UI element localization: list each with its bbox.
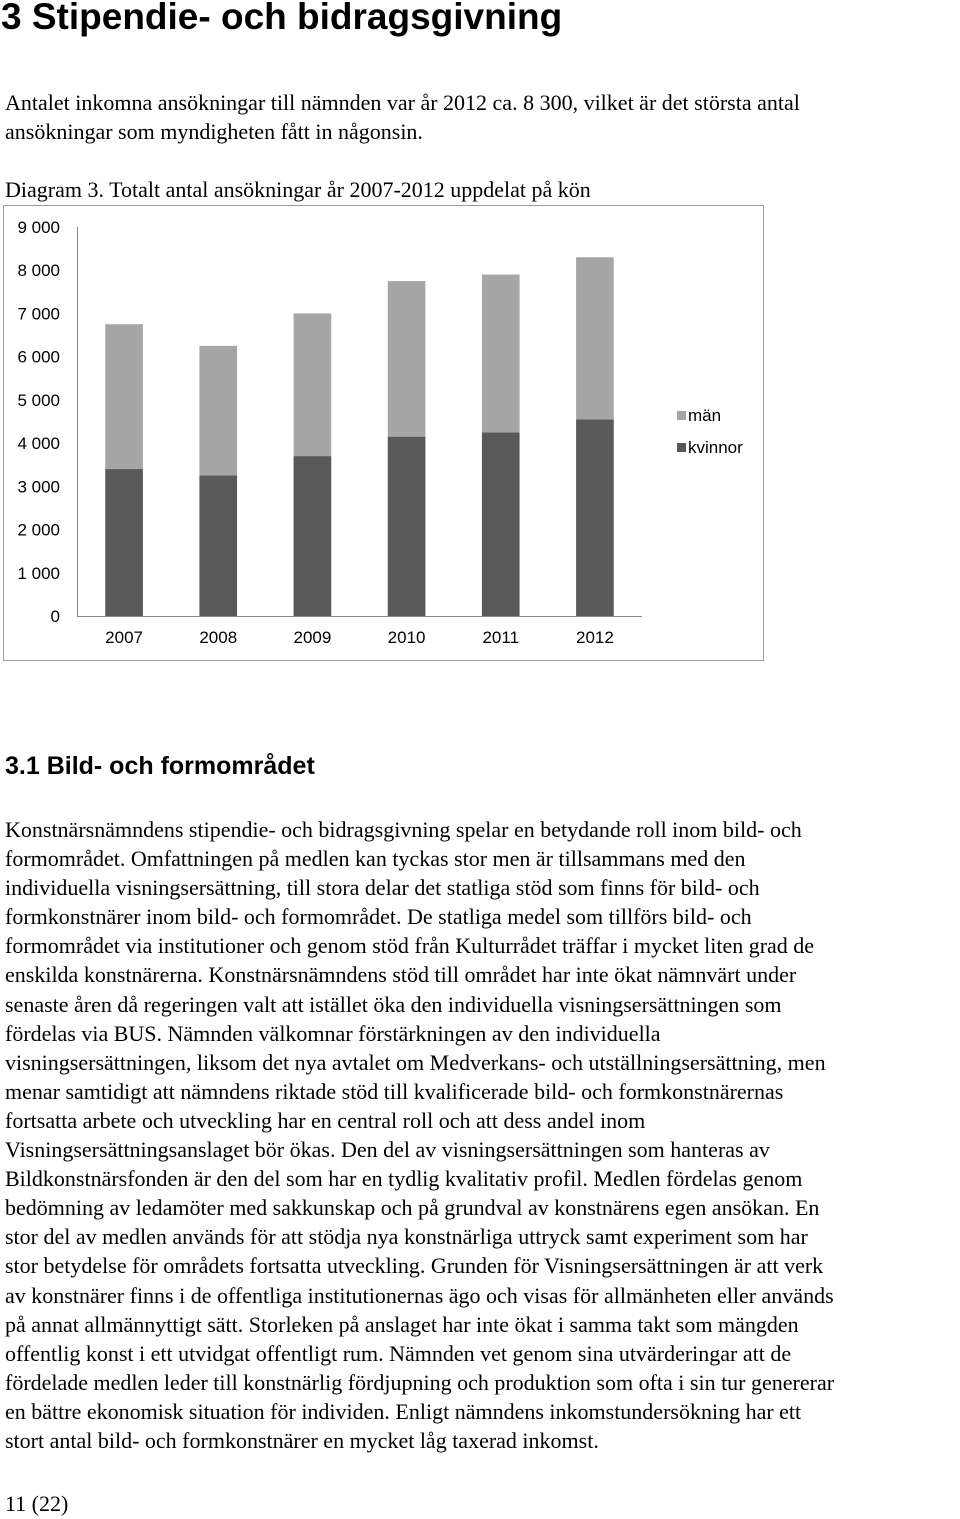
y-tick-label: 3 000 xyxy=(17,477,60,497)
legend-label-man: män xyxy=(688,406,722,425)
paragraph-line: stort antal bild- och formkonstnärer en mycket låg taxerad inkomst. xyxy=(5,1427,599,1453)
legend-swatch-kvinnor xyxy=(677,443,686,452)
paragraph-line: stor del av medlen används för att stödja nya konstnärliga uttryck samt experiment som har xyxy=(5,1224,808,1250)
paragraph-line: fördelade medlen leder till konstnärlig fördjupning och produktion som ofta i sin tur genererar xyxy=(5,1369,835,1395)
paragraph-line: ansökningar som myndigheten fått in någonsin. xyxy=(5,119,423,144)
y-tick-label: 1 000 xyxy=(17,563,60,583)
paragraph-line: offentlig konst i ett utvidgat offentligt rum. Nämnden vet genom sina utvärderingar att de xyxy=(5,1340,792,1366)
intro-paragraph xyxy=(5,88,958,146)
bar-man-2010 xyxy=(388,281,426,437)
paragraph-line: formkonstnärer inom bild- och formområdet. De statliga medel som tillförs bild- och xyxy=(5,904,752,930)
y-tick-label: 9 000 xyxy=(17,218,60,237)
y-tick-label: 0 xyxy=(50,607,60,626)
x-tick-label: 2009 xyxy=(293,628,332,647)
diagram-title: Totalt antal ansökningar år 2007-2012 uppdelat på kön xyxy=(109,177,591,202)
page-number: 11 (22) xyxy=(5,1491,69,1516)
section-heading: 3.1 Bild- och formområdet xyxy=(5,752,315,780)
paragraph-line: av konstnärer finns i de offentliga institutionernas ägo och visas för allmänheten eller används xyxy=(5,1282,834,1308)
x-tick-label: 2010 xyxy=(387,628,426,647)
bar-man-2011 xyxy=(482,275,520,433)
bar-kvinnor-2007 xyxy=(105,469,143,616)
legend-label-kvinnor: kvinnor xyxy=(688,438,743,457)
paragraph-line: formområdet via institutioner och genom stöd från Kulturrådet träffar i mycket liten grad de xyxy=(5,933,815,959)
bar-man-2012 xyxy=(576,257,614,419)
paragraph-line: senaste åren då regeringen valt att istället öka den individuella visningsersättningen som xyxy=(5,991,782,1017)
paragraph-line: en bättre ekonomisk situation för individen. Enligt nämndens inkomstundersökning har ett xyxy=(5,1398,802,1424)
bar-kvinnor-2009 xyxy=(294,456,332,616)
paragraph-line: fördelas via BUS. Nämnden välkomnar förstärkningen av den individuella xyxy=(5,1020,661,1046)
x-tick-label: 2008 xyxy=(199,628,238,647)
paragraph-line: fortsatta arbete och utveckling har en central roll och att dess andel inom xyxy=(5,1107,646,1133)
diagram-label: Diagram 3. xyxy=(5,177,104,202)
bar-kvinnor-2010 xyxy=(388,437,426,616)
x-tick-label: 2011 xyxy=(482,628,520,647)
y-tick-label: 8 000 xyxy=(17,261,60,281)
section-paragraph xyxy=(5,815,958,1455)
y-tick-label: 2 000 xyxy=(17,520,60,540)
bar-kvinnor-2008 xyxy=(199,476,237,616)
x-tick-label: 2007 xyxy=(105,628,143,647)
y-tick-label: 4 000 xyxy=(17,434,60,454)
paragraph-line: Konstnärsnämndens stipendie- och bidragsgivning spelar en betydande roll inom bild- och xyxy=(5,817,802,842)
paragraph-line: på annat allmännyttigt sätt. Storleken på anslaget har inte ökat i samma takt som mängden xyxy=(5,1311,799,1337)
bar-man-2008 xyxy=(199,346,237,476)
bar-man-2009 xyxy=(294,313,332,456)
y-tick-label: 7 000 xyxy=(17,304,60,324)
paragraph-line: menar samtidigt att nämndens riktade stöd till kvalificerade bild- och formkonstnärernas xyxy=(5,1078,784,1104)
stacked-bar-chart xyxy=(3,205,764,661)
paragraph-line: Bildkonstnärsfonden är den del som har en tydlig kvalitativ profil. Medlen fördelas genom xyxy=(5,1166,803,1192)
x-tick-label: 2012 xyxy=(576,628,614,647)
paragraph-line: stor betydelse för områdets fortsatta utveckling. Grunden för Visningsersättningen är att verk xyxy=(5,1253,824,1279)
diagram-caption xyxy=(5,175,591,204)
bar-kvinnor-2011 xyxy=(482,432,520,616)
paragraph-line: individuella visningsersättning, till stora delar det statliga stöd som finns för bild- och xyxy=(5,875,760,901)
y-tick-label: 5 000 xyxy=(17,390,60,410)
legend-swatch-man xyxy=(677,411,686,420)
paragraph-line: Antalet inkomna ansökningar till nämnden var år 2012 ca. 8 300, vilket är det största antal xyxy=(5,90,800,115)
y-tick-label: 6 000 xyxy=(17,347,60,367)
paragraph-line: enskilda konstnärerna. Konstnärsnämndens stöd till området har inte ökat nämnvärt under xyxy=(5,962,797,988)
paragraph-line: Visningsersättningsanslaget bör ökas. Den del av visningsersättningen som hanteras av xyxy=(5,1137,770,1163)
paragraph-line: visningsersättningen, liksom det nya avtalet om Medverkans- och utställningsersättning, men xyxy=(5,1049,826,1075)
bar-kvinnor-2012 xyxy=(576,419,614,616)
chapter-heading: 3 Stipendie- och bidragsgivning xyxy=(1,0,563,37)
paragraph-line: formområdet. Omfattningen på medlen kan tyckas stor men är tillsammans med den xyxy=(5,846,746,872)
paragraph-line: bedömning av ledamöter med sakkunskap och på grundval av konstnärens egen ansökan. En xyxy=(5,1195,820,1221)
bar-man-2007 xyxy=(105,324,143,469)
